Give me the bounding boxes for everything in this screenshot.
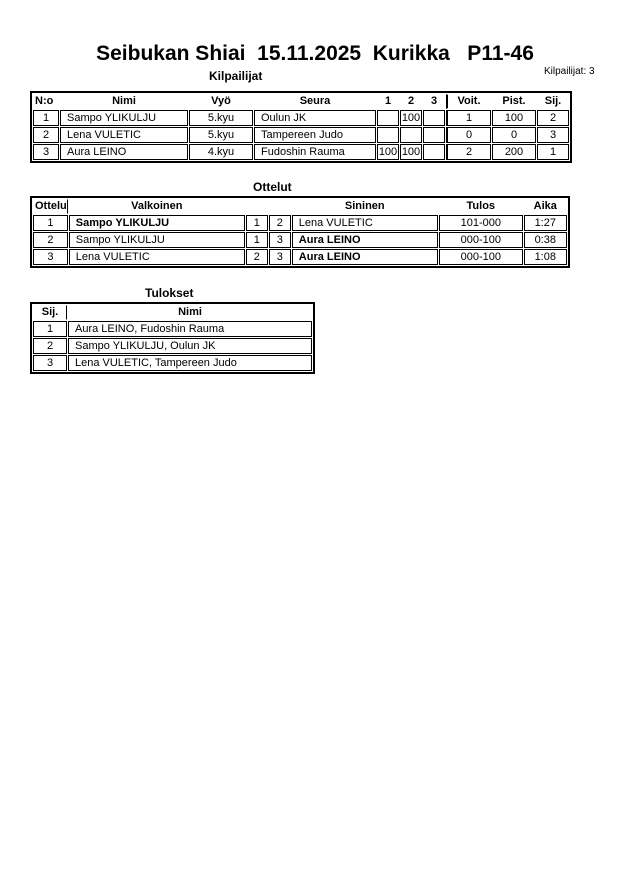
competitor-place: 1 bbox=[537, 144, 569, 160]
match-no: 2 bbox=[33, 232, 68, 248]
header-name: Nimi bbox=[112, 95, 136, 107]
result-row bbox=[33, 338, 312, 354]
round-3-score bbox=[423, 127, 445, 143]
match-no: 1 bbox=[33, 215, 68, 231]
result-place: 3 bbox=[33, 355, 67, 371]
header-place: Sij. bbox=[33, 305, 67, 320]
competitor-wins: 0 bbox=[446, 127, 491, 143]
header-blue-no-spacer bbox=[269, 199, 291, 214]
blue-competitor-no: 3 bbox=[269, 232, 291, 248]
white-competitor-no: 1 bbox=[246, 232, 268, 248]
competitor-row bbox=[33, 144, 569, 160]
white-competitor: Sampo YLIKULJU bbox=[69, 232, 245, 248]
header-result: Tulos bbox=[466, 200, 496, 212]
result-place: 2 bbox=[33, 338, 67, 354]
header-time: Aika bbox=[533, 200, 557, 212]
header-points: Pist. bbox=[502, 95, 526, 107]
result-row bbox=[33, 355, 312, 371]
competitor-belt: 5.kyu bbox=[189, 127, 253, 143]
results-table-title: Tulokset bbox=[145, 286, 194, 300]
competitor-wins: 2 bbox=[446, 144, 491, 160]
white-competitor-no: 2 bbox=[246, 249, 268, 265]
blue-competitor: Aura LEINO bbox=[292, 249, 438, 265]
competitor-name: Sampo YLIKULJU bbox=[60, 110, 188, 126]
round-1-score: 100 bbox=[377, 144, 399, 160]
match-row bbox=[33, 215, 567, 231]
competitor-no: 3 bbox=[33, 144, 59, 160]
round-1-score bbox=[377, 110, 399, 126]
result-place: 1 bbox=[33, 321, 67, 337]
match-result: 000-100 bbox=[439, 232, 523, 248]
header-wins: Voit. bbox=[446, 94, 491, 109]
competitor-wins: 1 bbox=[446, 110, 491, 126]
header-club: Seura bbox=[299, 95, 331, 107]
competitor-club: Oulun JK bbox=[254, 110, 376, 126]
header-match: Ottelu bbox=[35, 200, 67, 212]
round-3-score bbox=[423, 144, 445, 160]
match-time: 1:27 bbox=[524, 215, 567, 231]
competitor-points: 100 bbox=[492, 110, 536, 126]
competitor-name: Lena VULETIC bbox=[60, 127, 188, 143]
match-result: 101-000 bbox=[439, 215, 523, 231]
competitor-club: Fudoshin Rauma bbox=[254, 144, 376, 160]
match-row bbox=[33, 232, 567, 248]
competitor-points: 0 bbox=[492, 127, 536, 143]
white-competitor: Sampo YLIKULJU bbox=[69, 215, 245, 231]
matches-table bbox=[30, 196, 570, 268]
match-time: 0:38 bbox=[524, 232, 567, 248]
blue-competitor-no: 2 bbox=[269, 215, 291, 231]
round-1-score bbox=[377, 127, 399, 143]
competitor-points: 200 bbox=[492, 144, 536, 160]
round-2-score: 100 bbox=[400, 144, 422, 160]
header-white: Valkoinen bbox=[131, 200, 183, 212]
competitor-place: 3 bbox=[537, 127, 569, 143]
round-2-score bbox=[400, 127, 422, 143]
white-competitor: Lena VULETIC bbox=[69, 249, 245, 265]
header-name: Nimi bbox=[178, 306, 202, 318]
competitor-row bbox=[33, 127, 569, 143]
blue-competitor: Aura LEINO bbox=[292, 232, 438, 248]
header-no: N:o bbox=[35, 95, 54, 107]
blue-competitor-no: 3 bbox=[269, 249, 291, 265]
header-round-3: 3 bbox=[430, 95, 438, 107]
header-place: Sij. bbox=[544, 95, 562, 107]
header-blue: Sininen bbox=[344, 200, 385, 212]
header-belt: Vyö bbox=[211, 95, 231, 107]
competitor-no: 1 bbox=[33, 110, 59, 126]
blue-competitor: Lena VULETIC bbox=[292, 215, 438, 231]
results-header-row bbox=[33, 305, 312, 320]
competitors-table bbox=[30, 91, 572, 163]
match-time: 1:08 bbox=[524, 249, 567, 265]
header-white-no-spacer bbox=[246, 199, 268, 214]
competitor-belt: 4.kyu bbox=[189, 144, 253, 160]
header-round-2: 2 bbox=[407, 95, 415, 107]
result-name: Aura LEINO, Fudoshin Rauma bbox=[68, 321, 312, 337]
result-row bbox=[33, 321, 312, 337]
match-no: 3 bbox=[33, 249, 68, 265]
competitor-place: 2 bbox=[537, 110, 569, 126]
match-row bbox=[33, 249, 567, 265]
results-table bbox=[30, 302, 315, 374]
matches-header-row bbox=[33, 199, 567, 214]
competitors-header-row bbox=[33, 94, 569, 109]
competitor-row bbox=[33, 110, 569, 126]
competitor-belt: 5.kyu bbox=[189, 110, 253, 126]
competitors-table-title: Kilpailijat bbox=[209, 69, 263, 83]
competitor-name: Aura LEINO bbox=[60, 144, 188, 160]
round-2-score: 100 bbox=[400, 110, 422, 126]
competitor-no: 2 bbox=[33, 127, 59, 143]
result-name: Sampo YLIKULJU, Oulun JK bbox=[68, 338, 312, 354]
round-3-score bbox=[423, 110, 445, 126]
result-name: Lena VULETIC, Tampereen Judo bbox=[68, 355, 312, 371]
page-title: Seibukan Shiai 15.11.2025 Kurikka P11-46 bbox=[96, 42, 534, 65]
matches-table-title: Ottelut bbox=[253, 180, 292, 194]
competitor-club: Tampereen Judo bbox=[254, 127, 376, 143]
header-round-1: 1 bbox=[384, 95, 392, 107]
match-result: 000-100 bbox=[439, 249, 523, 265]
competitor-count: Kilpailijat: 3 bbox=[544, 66, 595, 77]
white-competitor-no: 1 bbox=[246, 215, 268, 231]
